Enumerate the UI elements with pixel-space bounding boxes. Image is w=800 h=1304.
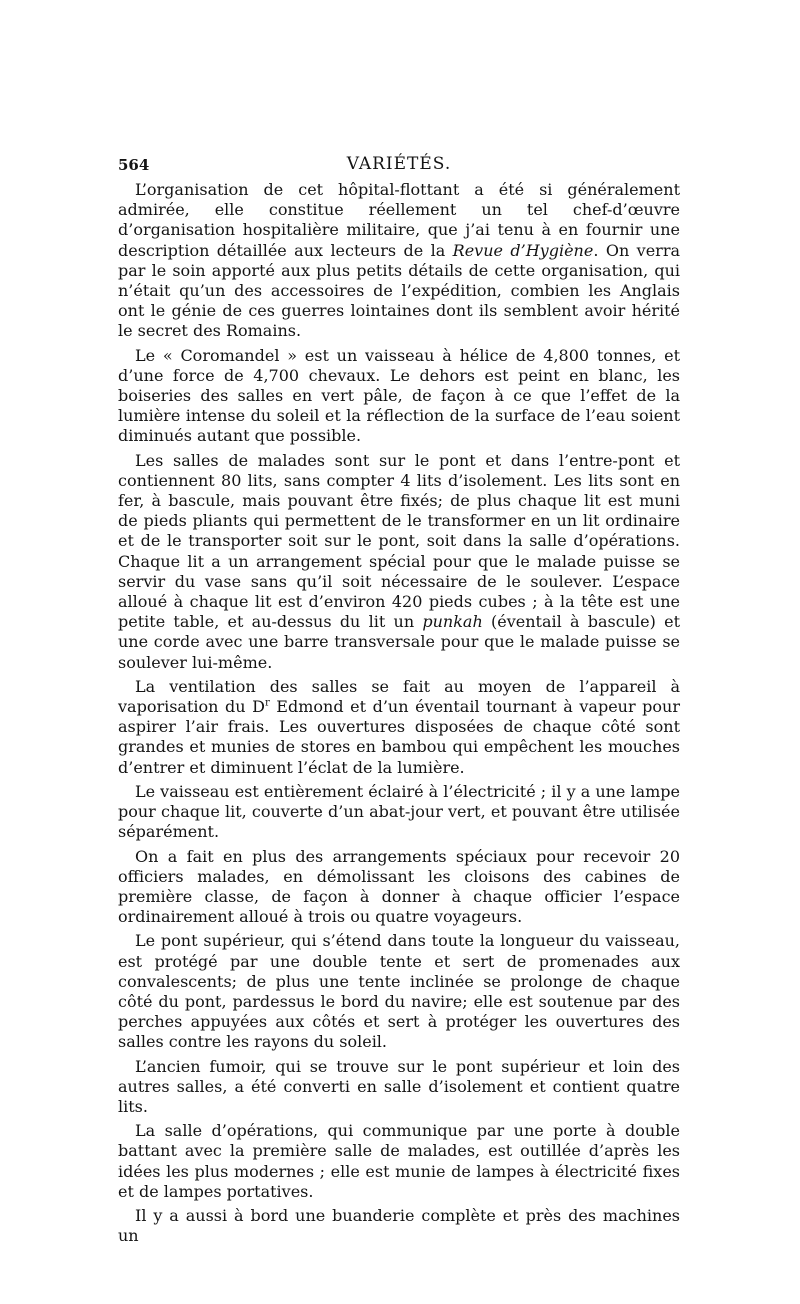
paragraph-upper-deck: Le pont supérieur, qui s’étend dans toute la longueur du vaisseau, est protégé par une double tente et sert de promenades aux convalescents; de plus une tente inclinée se prolonge de chaque côté du pont, pardessus le bord du navire; elle est soutenue par des perches appuyées aux côtés et sert à protéger les ouvertures des salles contre les rayons du soleil. bbox=[118, 931, 680, 1052]
running-title: VARIÉTÉS. bbox=[346, 154, 452, 174]
paragraph-intro bbox=[118, 180, 680, 342]
paragraph-lighting: Le vaisseau est entièrement éclairé à l’électricité ; il y a une lampe pour chaque lit, couverte d’un abat-jour vert, et pouvant être utilisée séparément. bbox=[118, 781, 681, 842]
page-number: 564 bbox=[118, 156, 150, 174]
paragraph-smoking-room: L’ancien fumoir, qui se trouve sur le pont supérieur et loin des autres salles, a été converti en salle d’isolement et contient quatre lits. bbox=[118, 1056, 680, 1116]
paragraph-wards-text-a: Les salles de malades sont sur le pont et dans l’entre-pont et contiennent 80 lits, sans compter 4 lits d’isolement. Les lits sont en fer, à bascule, mais pouvant être fixés; de plus chaque lit est muni de pieds pliants qui permettent de le transformer en un lit ordinaire et de le transporter soit sur le pont, soit dans la salle d’opérations. Chaque lit a un arrangement spécial pour que le malade puisse se servir du vase sans qu’il soit nécessaire de le soulever. L’espace alloué à chaque lit est d’environ 420 pieds cubes ; à la tête est une petite table, et au-dessus du lit un bbox=[118, 450, 680, 632]
paragraph-operating-room: La salle d’opérations, qui communique par une porte à double battant avec la première salle de malades, est outillée d’après les idées les plus modernes ; elle est munie de lampes à électricité fixes et de lampes portatives. bbox=[118, 1121, 680, 1201]
paragraph-coromandel: Le « Coromandel » est un vaisseau à hélice de 4,800 tonnes, et d’une force de 4,700 chevaux. Le dehors est peint en blanc, les boiseries des salles en vert pâle, de façon à ce que l’effet de la lumière intense du soleil et la réflection de la surface de l’eau soient diminués autant que possible. bbox=[118, 345, 680, 446]
document-page bbox=[118, 150, 680, 1246]
paragraph-laundry: Il y a aussi à bord une buanderie complète et près des machines un bbox=[118, 1205, 680, 1246]
paragraph-intro-text-b: . On verra par le soin apporté aux plus petits détails de cette organisation, qui n’était qu’un des accessoires de l’expédition, combien les Anglais ont le génie de ces guerres lointaines dont ils semblent avoir hérité le secret des Romains. bbox=[118, 240, 681, 341]
doctor-abbrev-sup: r bbox=[264, 697, 270, 709]
journal-title: Revue d’Hygiène bbox=[452, 240, 594, 260]
paragraph-intro-text-a: L’organisation de cet hôpital-flottant a été si généralement admirée, elle constitue réellement un tel chef-d’œuvre d’organisation hospitalière militaire, que j’ai tenu à en fournir une description détaillée aux lecteurs de la bbox=[118, 180, 680, 260]
paragraph-officers: On a fait en plus des arrangements spéciaux pour recevoir 20 officiers malades, en démolissant les cloisons des cabines de première classe, de façon à donner à chaque officier l’espace ordinairement alloué à trois ou quatre voyageurs. bbox=[118, 846, 680, 927]
paragraph-wards bbox=[118, 451, 680, 673]
punkah-term: punkah bbox=[422, 612, 483, 632]
paragraph-ventilation-text-a: La ventilation des salles se fait au moyen de l’appareil à vaporisation du D bbox=[118, 676, 680, 717]
running-head bbox=[118, 150, 680, 176]
paragraph-ventilation bbox=[118, 677, 680, 778]
paragraph-ventilation-text-b: Edmond et d’un éventail tournant à vapeur pour aspirer l’air frais. Les ouvertures disposées de chaque côté sont grandes et munies de stores en bambou qui empêchent les mouches d’entrer et diminuent l’éclat de la lumière. bbox=[118, 697, 681, 777]
paragraph-wards-text-b: (éventail à bascule) et une corde avec une barre transversale pour que le malade puisse se soulever lui-même. bbox=[118, 612, 680, 672]
